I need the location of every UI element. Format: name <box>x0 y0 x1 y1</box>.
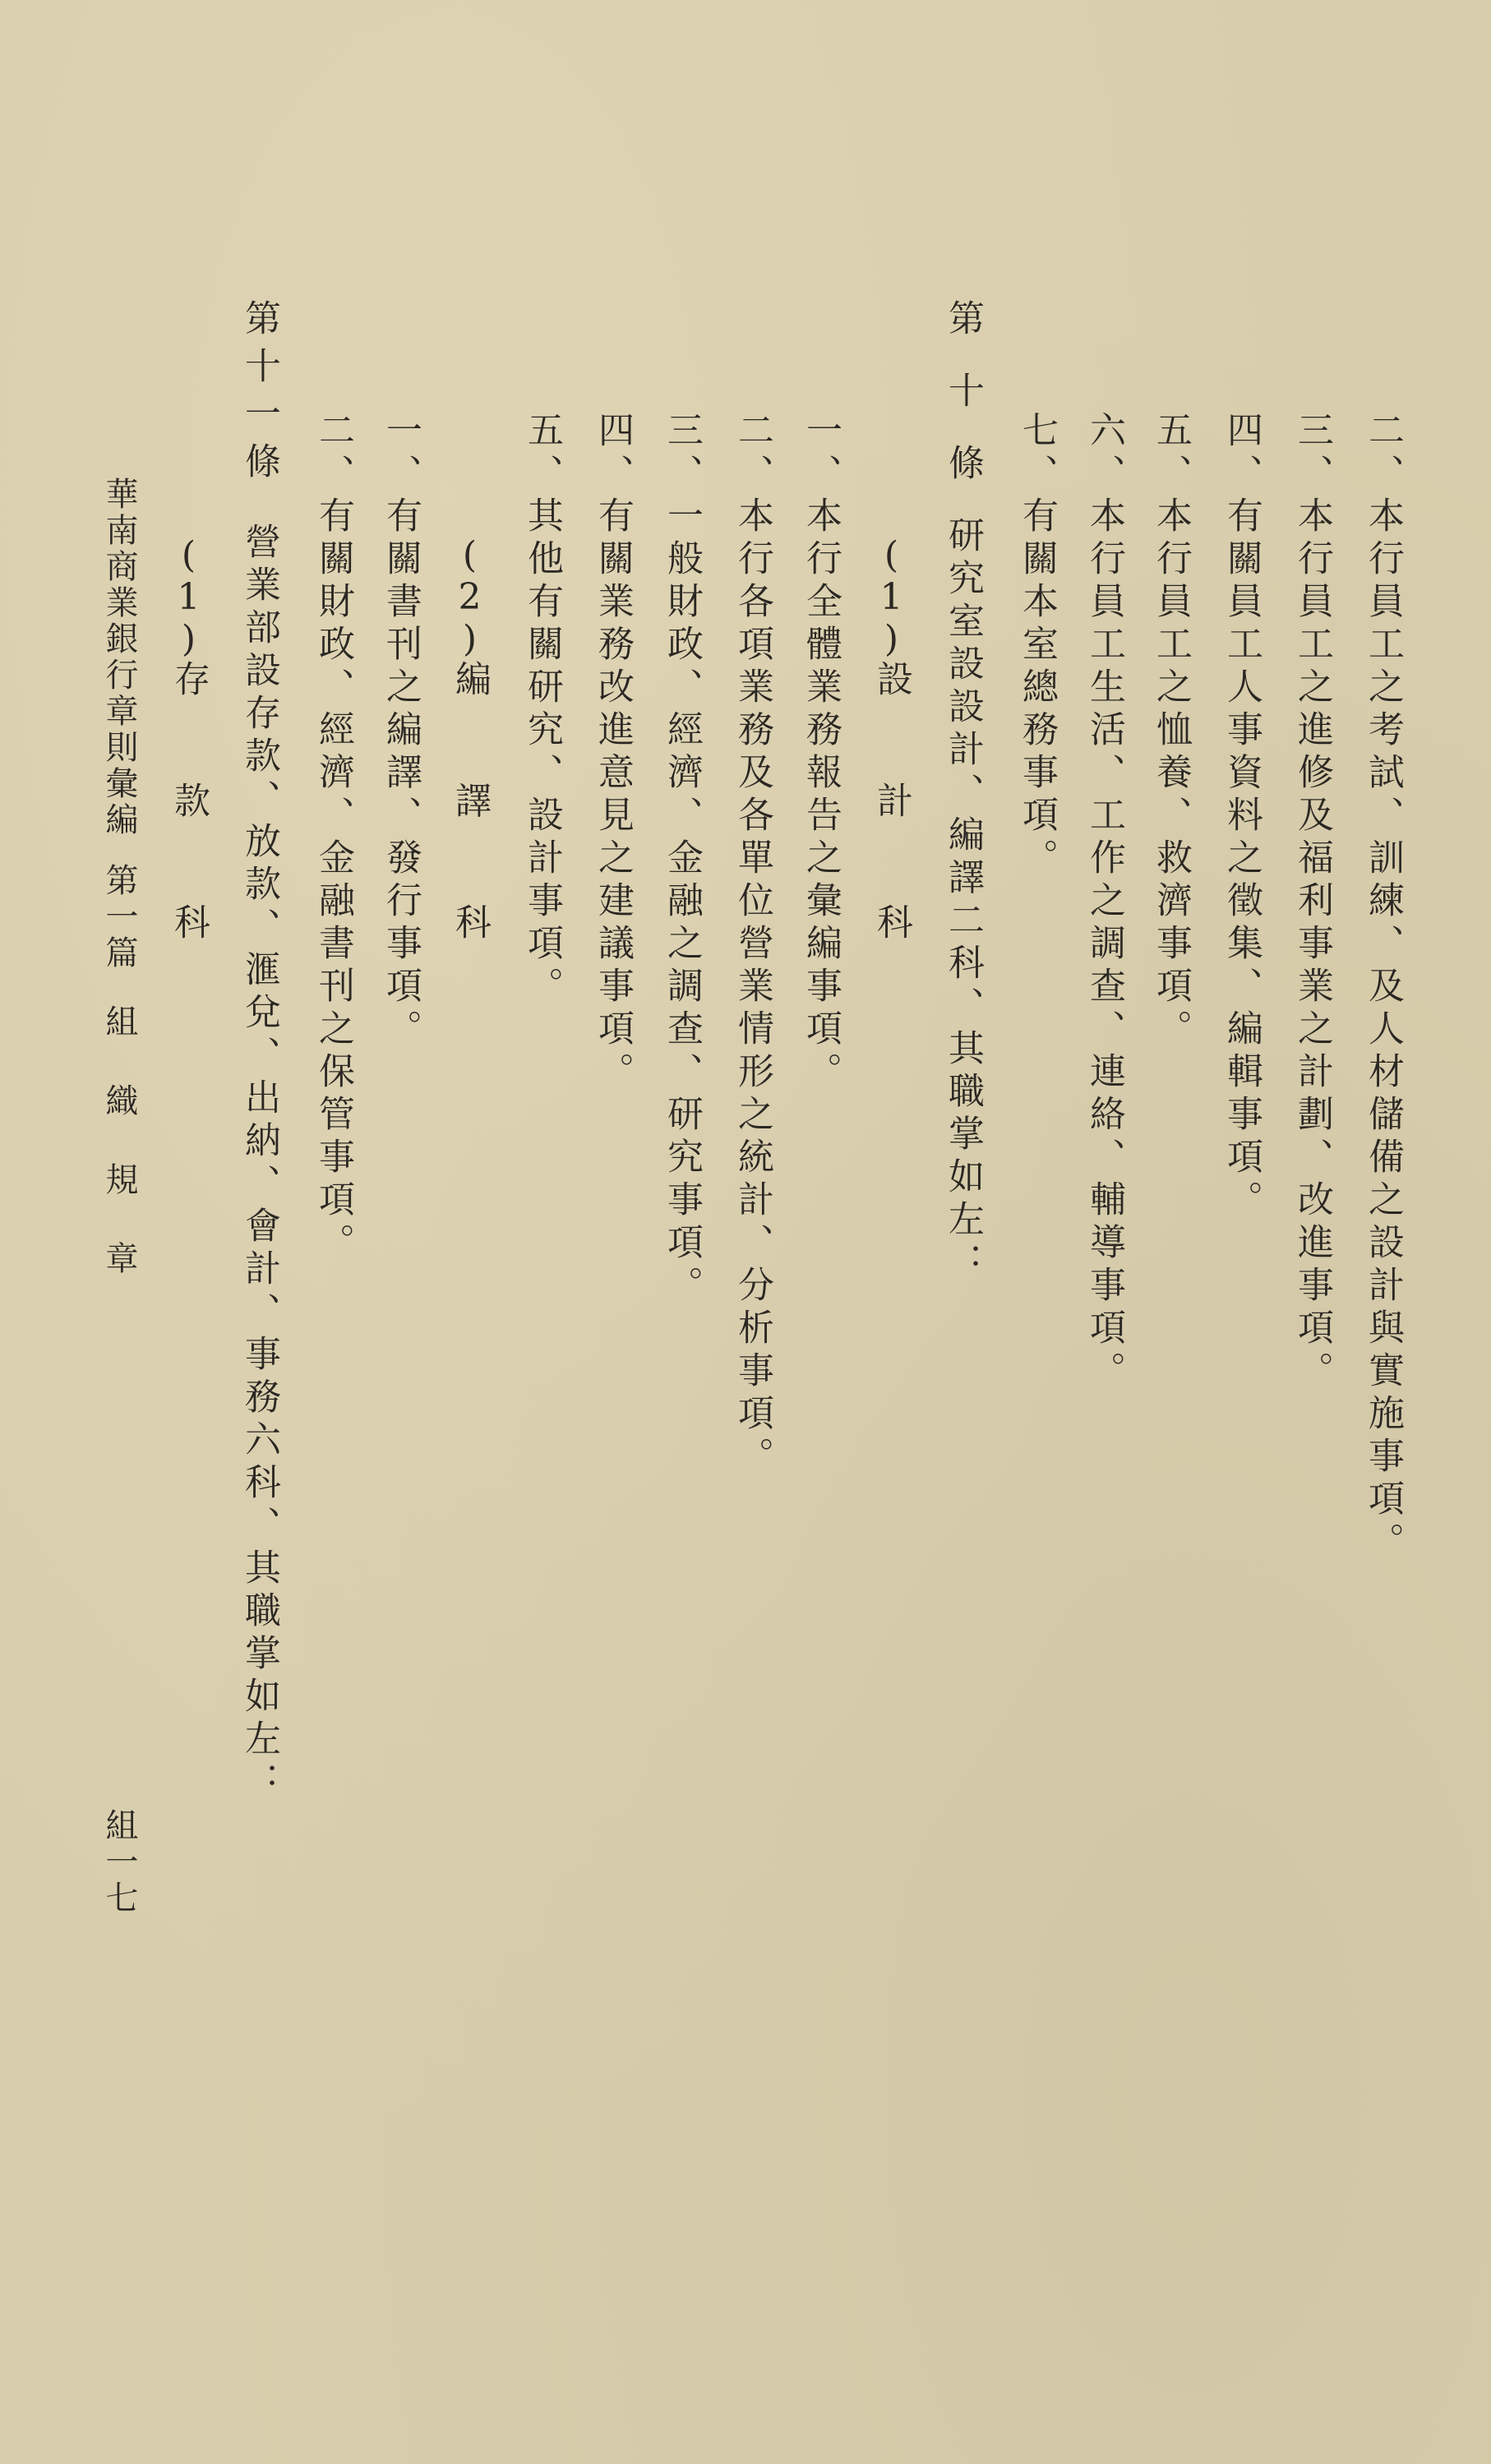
article-text: 營業部設存款、放款、滙兌、出納、會計、事務六科、其職掌如左： <box>238 523 280 1805</box>
section-number: (2) <box>449 534 491 660</box>
page-number: 組一七 <box>100 1808 138 1917</box>
list-item: 五、本行員工之恤養、救濟事項。 <box>1150 411 1192 1052</box>
article-10-heading <box>942 299 984 1285</box>
list-item: 二、本行員工之考試、訓練、及人材儲備之設計與實施事項。 <box>1362 411 1404 1565</box>
section-heading <box>168 534 210 1025</box>
section-name: 編譯科 <box>449 660 491 1025</box>
section-name: 存款科 <box>168 660 210 1025</box>
list-item: 三、本行員工之進修及福利事業之計劃、改進事項。 <box>1291 411 1333 1394</box>
article-label: 第十條 <box>942 299 984 516</box>
section-heading <box>449 534 491 1025</box>
section-number: (1) <box>870 534 912 660</box>
section-number: (1) <box>168 534 210 660</box>
article-label: 第十一條 <box>238 299 280 490</box>
book-title: 華南商業銀行章則彙編 <box>100 477 138 838</box>
list-item: 五、其他有關研究、設計事項。 <box>521 411 563 1009</box>
list-item: 四、有關業務改進意見之建議事項。 <box>592 411 634 1095</box>
list-item: 一、有關書刊之編譯、發行事項。 <box>380 411 422 1052</box>
article-11-heading <box>238 299 280 1805</box>
section-label: 組織規章 <box>100 1004 138 1320</box>
list-item: 七、有關本室總務事項。 <box>1016 411 1058 881</box>
part-label: 第一篇 <box>100 863 138 971</box>
list-item: 一、本行全體業務報告之彙編事項。 <box>800 411 842 1095</box>
list-item: 六、本行員工生活、工作之調查、連絡、輔導事項。 <box>1083 411 1125 1394</box>
section-name: 設計科 <box>870 660 912 1025</box>
list-item: 二、有關財政、經濟、金融書刊之保管事項。 <box>312 411 354 1266</box>
list-item: 二、本行各項業務及各單位營業情形之統計、分析事項。 <box>732 411 773 1479</box>
section-heading <box>870 534 912 1025</box>
running-footer <box>100 477 138 1320</box>
article-text: 研究室設設計、編譯二科、其職掌如左： <box>942 516 984 1285</box>
list-item: 三、一般財政、經濟、金融之調查、研究事項。 <box>661 411 703 1308</box>
list-item: 四、有關員工人事資料之徵集、編輯事項。 <box>1221 411 1263 1223</box>
